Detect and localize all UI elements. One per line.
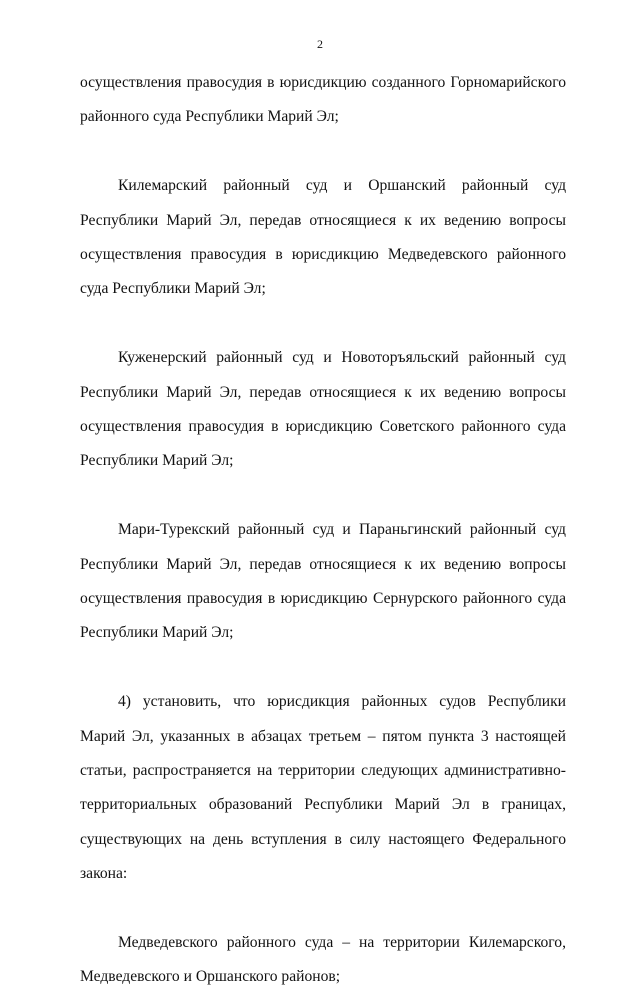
paragraph-mari-tureksky-court: Мари-Турекский районный суд и Параньгинский районный суд Республики Марий Эл, передав относящиеся к их ведению вопросы осуществления правосудия в юрисдикцию Сернурского районного суда Республики Марий Эл;: [80, 521, 566, 642]
paragraph-kilemarsky-court: Килемарский районный суд и Оршанский районный суд Республики Марий Эл, передав относящиеся к их ведению вопросы осуществления правосудия в юрисдикцию Медведевского районного суда Республики Марий Эл;: [80, 177, 566, 298]
document-body: [80, 66, 566, 995]
paragraph-continuation: осуществления правосудия в юрисдикцию созданного Горномарийского районного суда Республики Марий Эл;: [80, 74, 566, 126]
page-number: 2: [317, 37, 323, 51]
paragraph-medvedevsky-court: Медведевского районного суда – на территории Килемарского, Медведевского и Оршанского районов;: [80, 934, 566, 986]
paragraph-item-4-jurisdiction: 4) установить, что юрисдикция районных судов Республики Марий Эл, указанных в абзацах третьем – пятом пункта 3 настоящей статьи, распространяется на территории следующих административно-территориальных образований Республики Марий Эл в границах, существующих на день вступления в силу настоящего Федерального закона:: [80, 693, 566, 883]
paragraph-kuzhenersky-court: Куженерский районный суд и Новоторъяльский районный суд Республики Марий Эл, передав относящиеся к их ведению вопросы осуществления правосудия в юрисдикцию Советского районного суда Республики Марий Эл;: [80, 349, 566, 470]
